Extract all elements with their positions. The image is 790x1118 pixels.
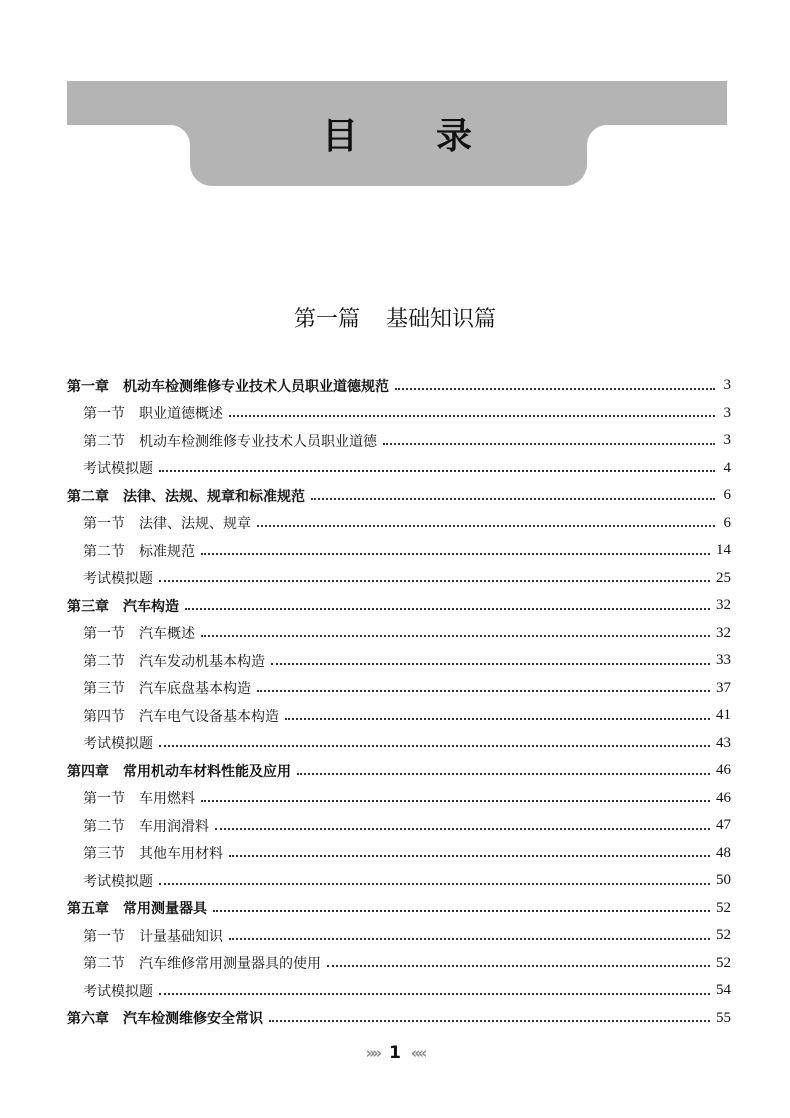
toc-section-entry[interactable]	[67, 427, 731, 455]
toc-entry-number: 第四章	[67, 763, 109, 780]
toc-entry-page: 32	[716, 624, 731, 641]
page-title	[67, 108, 727, 159]
toc-entry-page: 47	[716, 817, 731, 834]
toc-entry-page: 32	[716, 597, 731, 614]
toc-entry-number: 第三章	[67, 598, 109, 615]
toc-section-entry[interactable]	[67, 647, 731, 675]
toc-entry-number: 第四节	[83, 708, 125, 725]
toc-chapter-entry[interactable]	[67, 372, 731, 400]
toc-entry-label	[83, 458, 153, 478]
toc-section-entry[interactable]	[67, 812, 731, 840]
toc-section-entry[interactable]	[67, 922, 731, 950]
dot-leader	[213, 910, 710, 912]
toc-entry-number: 第一节	[83, 406, 125, 423]
toc-entry-page: 52	[716, 927, 731, 944]
toc-entry-number: 第二节	[83, 818, 125, 835]
toc-entry-title: 标准规范	[139, 543, 195, 560]
toc-entry-label	[83, 733, 153, 753]
toc-entry-title: 汽车电气设备基本构造	[139, 708, 279, 725]
toc-entry-label	[83, 541, 195, 561]
toc-entry-page: 4	[723, 459, 731, 476]
toc-section-entry[interactable]	[67, 620, 731, 648]
toc-entry-page: 3	[723, 432, 731, 449]
toc-entry-label	[67, 898, 207, 918]
toc-entry-label	[83, 623, 195, 643]
toc-entry-page: 46	[716, 789, 731, 806]
toc-entry-label	[83, 678, 251, 698]
toc-entry-title: 汽车概述	[139, 626, 195, 643]
toc-entry-title: 汽车维修常用测量器具的使用	[139, 956, 321, 973]
toc-entry-number: 第二节	[83, 543, 125, 560]
toc-chapter-entry[interactable]	[67, 757, 731, 785]
toc-entry-page: 6	[723, 487, 731, 504]
toc-entry-title: 考试模拟题	[83, 873, 153, 890]
toc-section-entry[interactable]	[67, 977, 731, 1005]
toc-entry-label	[67, 486, 305, 506]
dot-leader	[201, 553, 710, 555]
toc-entry-label	[83, 843, 223, 863]
toc-entry-page: 41	[716, 707, 731, 724]
toc-section-entry[interactable]	[67, 702, 731, 730]
toc-entry-page: 33	[716, 652, 731, 669]
dot-leader	[327, 965, 710, 967]
toc-entry-title: 常用机动车材料性能及应用	[123, 763, 291, 780]
toc-entry-number: 第二章	[67, 488, 109, 505]
dot-leader	[383, 443, 715, 445]
dot-leader	[395, 388, 715, 390]
dot-leader	[159, 883, 710, 885]
toc-entry-title: 汽车发动机基本构造	[139, 653, 265, 670]
toc-entry-title: 汽车构造	[123, 598, 179, 615]
toc-entry-number: 第一节	[83, 928, 125, 945]
toc-entry-label	[83, 431, 377, 451]
toc-entry-number: 第二节	[83, 653, 125, 670]
toc-entry-page: 3	[723, 404, 731, 421]
toc-entry-title: 车用润滑料	[139, 818, 209, 835]
dot-leader	[185, 608, 710, 610]
dot-leader	[159, 993, 710, 995]
toc-entry-title: 车用燃料	[139, 791, 195, 808]
dot-leader	[311, 498, 715, 500]
right-arrows-icon: »»	[365, 1044, 380, 1062]
toc-entry-page: 25	[716, 569, 731, 586]
toc-entry-title: 机动车检测维修专业技术人员职业道德规范	[123, 378, 389, 395]
toc-entry-page: 46	[716, 762, 731, 779]
toc-entry-label	[83, 403, 223, 423]
title-char-2: 录	[436, 115, 473, 157]
dot-leader	[159, 470, 715, 472]
dot-leader	[201, 800, 710, 802]
toc-entry-title: 考试模拟题	[83, 736, 153, 753]
toc-entry-number: 第三节	[83, 681, 125, 698]
toc-chapter-entry[interactable]	[67, 895, 731, 923]
toc-entry-label	[83, 953, 321, 973]
toc-section-entry[interactable]	[67, 455, 731, 483]
toc-section-entry[interactable]	[67, 400, 731, 428]
toc-entry-page: 3	[723, 377, 731, 394]
toc-entry-title: 考试模拟题	[83, 571, 153, 588]
part-number: 第一篇	[293, 307, 360, 332]
dot-leader	[257, 690, 710, 692]
toc-chapter-entry[interactable]	[67, 592, 731, 620]
toc-entry-label	[83, 981, 153, 1001]
toc-entry-number: 第二节	[83, 433, 125, 450]
toc-entry-label	[83, 568, 153, 588]
toc-entry-page: 52	[716, 954, 731, 971]
toc-section-entry[interactable]	[67, 867, 731, 895]
toc-entry-title: 法律、法规、规章	[139, 516, 251, 533]
dot-leader	[159, 580, 710, 582]
toc-entry-label	[83, 513, 251, 533]
toc-entry-label	[67, 376, 389, 396]
toc-section-entry[interactable]	[67, 675, 731, 703]
toc-section-entry[interactable]	[67, 537, 731, 565]
toc-entry-title: 考试模拟题	[83, 983, 153, 1000]
dot-leader	[269, 1020, 710, 1022]
toc-entry-number: 第一节	[83, 516, 125, 533]
toc-entry-label	[83, 926, 223, 946]
toc-entry-page: 6	[723, 514, 731, 531]
toc-entry-page: 37	[716, 679, 731, 696]
toc-section-entry[interactable]	[67, 510, 731, 538]
toc-entry-title: 常用测量器具	[123, 901, 207, 918]
toc-section-entry[interactable]	[67, 950, 731, 978]
toc-entry-number: 第三节	[83, 846, 125, 863]
toc-entry-label	[67, 761, 291, 781]
toc-entry-label	[67, 1008, 263, 1028]
toc-section-entry[interactable]	[67, 730, 731, 758]
dot-leader	[297, 773, 710, 775]
toc-entry-number: 第一节	[83, 791, 125, 808]
dot-leader	[201, 635, 710, 637]
toc-entry-title: 考试模拟题	[83, 461, 153, 478]
title-char-1: 目	[321, 115, 358, 157]
part-title: 基础知识篇	[386, 307, 497, 332]
toc-entry-page: 43	[716, 734, 731, 751]
toc-entry-label	[83, 788, 195, 808]
toc-entry-title: 职业道德概述	[139, 406, 223, 423]
toc-entry-page: 50	[716, 872, 731, 889]
page-number: 1	[389, 1043, 401, 1063]
toc-entry-label	[83, 871, 153, 891]
dot-leader	[285, 718, 710, 720]
toc-entry-label	[83, 816, 209, 836]
toc-entry-title: 其他车用材料	[139, 846, 223, 863]
page-footer	[0, 1043, 790, 1063]
toc-entry-title: 机动车检测维修专业技术人员职业道德	[139, 433, 377, 450]
toc-entry-number: 第一节	[83, 626, 125, 643]
toc-entry-number: 第一章	[67, 378, 109, 395]
toc-entry-label	[67, 596, 179, 616]
table-of-contents	[67, 372, 731, 1032]
toc-entry-page: 14	[716, 542, 731, 559]
toc-entry-page: 48	[716, 844, 731, 861]
toc-entry-title: 汽车检测维修安全常识	[123, 1011, 263, 1028]
toc-entry-number: 第五章	[67, 901, 109, 918]
toc-entry-number: 第六章	[67, 1011, 109, 1028]
dot-leader	[229, 938, 710, 940]
toc-section-entry[interactable]	[67, 565, 731, 593]
dot-leader	[159, 745, 710, 747]
dot-leader	[257, 525, 715, 527]
toc-section-entry[interactable]	[67, 785, 731, 813]
toc-entry-page: 55	[716, 1009, 731, 1026]
dot-leader	[271, 663, 710, 665]
toc-entry-label	[83, 706, 279, 726]
dot-leader	[229, 415, 715, 417]
dot-leader	[215, 828, 710, 830]
toc-entry-title: 法律、法规、规章和标准规范	[123, 488, 305, 505]
dot-leader	[229, 855, 710, 857]
part-heading	[0, 302, 790, 333]
toc-entry-title: 计量基础知识	[139, 928, 223, 945]
toc-entry-title: 汽车底盘基本构造	[139, 681, 251, 698]
toc-chapter-entry[interactable]	[67, 1005, 731, 1033]
toc-section-entry[interactable]	[67, 840, 731, 868]
toc-entry-page: 52	[716, 899, 731, 916]
toc-entry-page: 54	[716, 982, 731, 999]
toc-chapter-entry[interactable]	[67, 482, 731, 510]
toc-entry-label	[83, 651, 265, 671]
toc-entry-number: 第二节	[83, 956, 125, 973]
left-arrows-icon: ««	[410, 1044, 425, 1062]
